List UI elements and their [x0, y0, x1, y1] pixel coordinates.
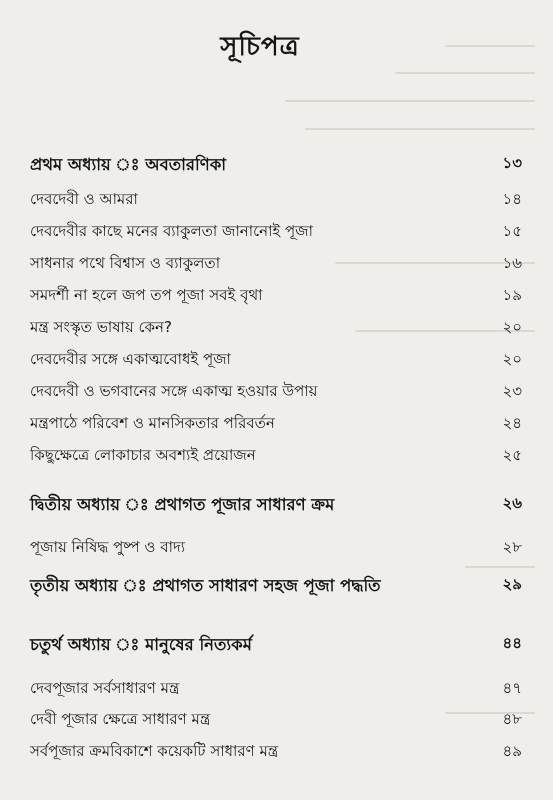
toc-entry-label: কিছুক্ষেত্রে লোকাচার অবশ্যই প্রয়োজন [30, 446, 256, 464]
toc-entry [30, 708, 522, 738]
toc-entry-label: সমদর্শী না হলে জপ তপ পূজা সবই বৃথা [30, 286, 263, 304]
toc-entry [30, 188, 522, 218]
toc-entry [30, 348, 522, 378]
toc-entry-label: দেবী পূজার ক্ষেত্রে সাধারণ মন্ত্র [30, 710, 211, 728]
show-through-mark [465, 566, 535, 568]
toc-entry-chapter-4 [30, 632, 522, 662]
toc-entry [30, 380, 522, 410]
toc-entry-label: পূজায় নিষিদ্ধ পুষ্প ও বাদ্য [30, 538, 186, 556]
toc-entry-page: ১৩ [502, 154, 522, 172]
toc-entry-label: দ্বিতীয় অধ্যায় ঃ প্রথাগত পূজার সাধারণ ক্রম [30, 495, 335, 514]
toc-entry-page: ১৫ [502, 222, 522, 240]
toc-entry-label: তৃতীয় অধ্যায় ঃ প্রথাগত সাধারণ সহজ পূজা পদ্ধতি [30, 576, 381, 595]
toc-entry-page: ৪৪ [502, 634, 522, 652]
toc-entry-label: দেবদেবী ও ভগবানের সঙ্গে একাত্ম হওয়ার উপায় [30, 382, 318, 400]
toc-entry [30, 252, 522, 282]
toc-entry-page: ৪৯ [502, 742, 522, 760]
toc-entry-label: সাধনার পথে বিশ্বাস ও ব্যাকুলতা [30, 254, 221, 272]
toc-entry-chapter-3 [30, 573, 522, 603]
toc-entry [30, 740, 522, 770]
show-through-mark [285, 100, 535, 102]
toc-entry-label: চতুর্থ অধ্যায় ঃ মানুষের নিত্যকর্ম [30, 635, 252, 654]
toc-entry-label: দেবপূজার সর্বসাধারণ মন্ত্র [30, 679, 180, 697]
toc-entry [30, 316, 522, 346]
toc-entry-page: ২০ [502, 350, 522, 368]
toc-entry-page: ২৬ [502, 494, 522, 512]
toc-entry-page: ২৫ [502, 446, 522, 464]
toc-entry-label: দেবদেবীর কাছে মনের ব্যাকুলতা জানানোই পূজা [30, 222, 313, 240]
toc-entry-label: দেবদেবীর সঙ্গে একাত্মবোধই পূজা [30, 350, 231, 368]
toc-entry-page: ২৪ [502, 414, 522, 432]
toc-entry [30, 536, 522, 566]
toc-entry [30, 220, 522, 250]
page-title: সূচিপত্র [220, 32, 300, 62]
toc-entry-page: ২৩ [502, 382, 522, 400]
toc-entry-page: ১৯ [502, 286, 522, 304]
toc-entry-page: ৪৮ [502, 710, 522, 728]
toc-entry-chapter-1 [30, 152, 522, 182]
toc-entry-label: সর্বপূজার ক্রমবিকাশে কয়েকটি সাধারণ মন্ত্র [30, 742, 279, 760]
show-through-mark [395, 72, 535, 74]
toc-entry-page: ২০ [502, 318, 522, 336]
toc-entry-label: মন্ত্র সংস্কৃত ভাষায় কেন? [30, 318, 172, 336]
toc-entry-page: ১৪ [502, 190, 522, 208]
show-through-mark [305, 128, 535, 130]
toc-entry-page: ৪৭ [502, 679, 522, 697]
toc-entry-page: ২৮ [502, 538, 522, 556]
toc-entry-page: ১৬ [502, 254, 522, 272]
toc-entry-chapter-2 [30, 492, 522, 522]
toc-entry-label: দেবদেবী ও আমরা [30, 190, 138, 208]
toc-entry-label: মন্ত্রপাঠে পরিবেশ ও মানসিকতার পরিবর্তন [30, 414, 275, 432]
toc-entry [30, 677, 522, 707]
toc-entry-page: ২৯ [502, 575, 522, 593]
toc-entry [30, 412, 522, 442]
toc-entry [30, 284, 522, 314]
toc-entry [30, 444, 522, 474]
toc-entry-label: প্রথম অধ্যায় ঃ অবতারণিকা [30, 155, 227, 174]
